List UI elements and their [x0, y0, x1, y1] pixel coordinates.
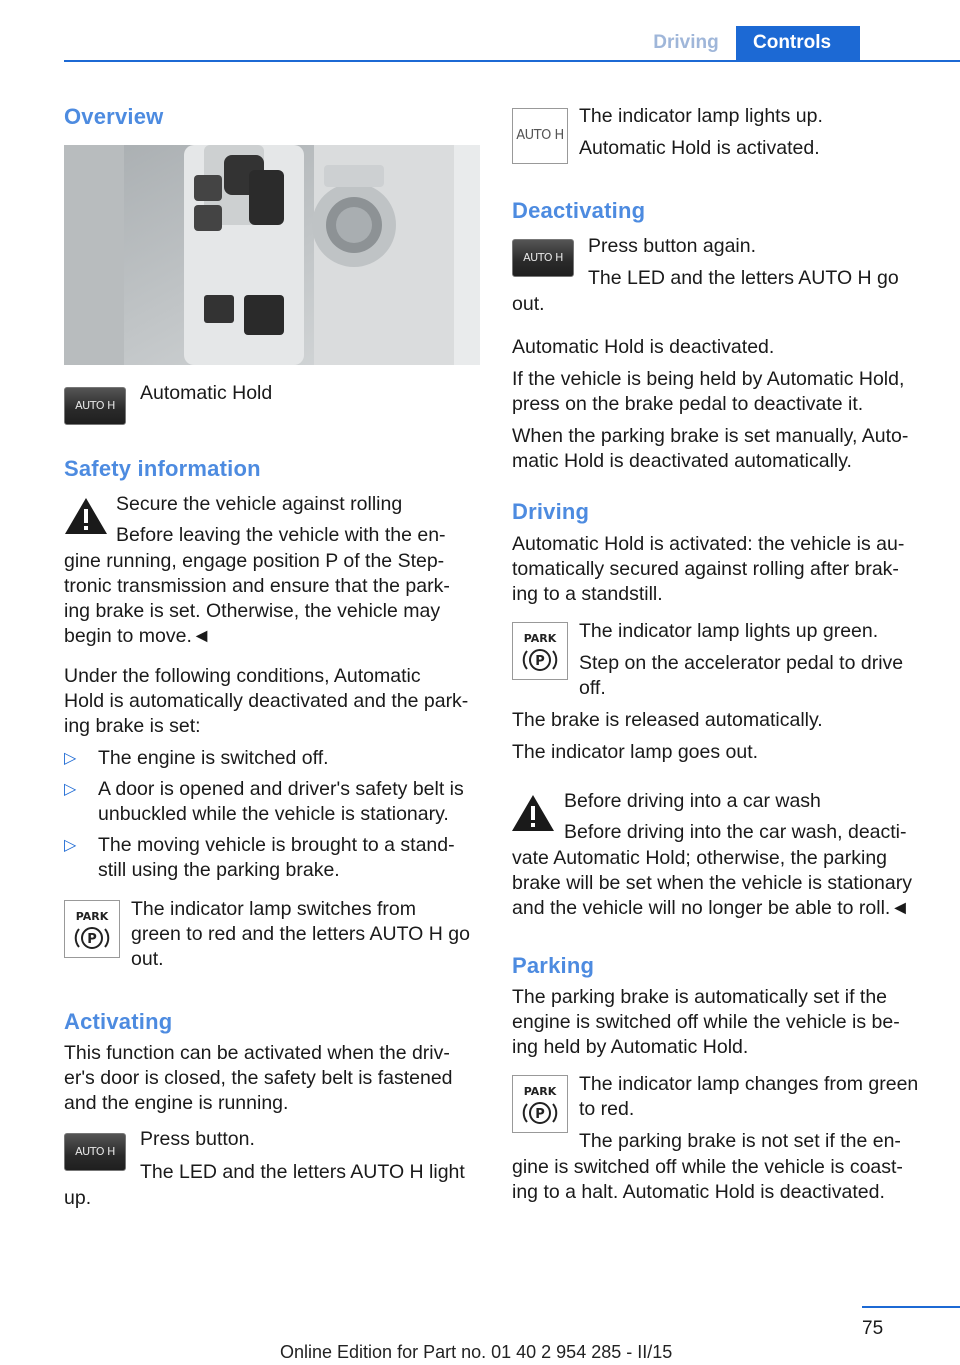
lamp-lights-up-text: The indicator lamp lights up. [579, 105, 823, 127]
parking-brake-symbol [513, 1099, 567, 1129]
parking-manual-paragraph [512, 424, 952, 474]
carwash-warning-body [512, 846, 952, 921]
carwash-warning-line1: Before driving into the car wash, deacti- [564, 821, 907, 843]
text-line: ing held by Automatic Hold. [512, 1036, 749, 1058]
triangle-bullet-icon: ▷ [64, 781, 77, 798]
auto-hold-button-icon: AUTO H [512, 239, 574, 277]
heading-overview: Overview [64, 104, 164, 129]
conditions-paragraph [64, 664, 484, 739]
activating-paragraph [64, 1041, 484, 1116]
carwash-warning-title: Before driving into a car wash [564, 790, 821, 812]
svg-text:P: P [87, 932, 97, 947]
text-line: Automatic Hold is activated: the vehicle is au- [512, 533, 905, 555]
park-icon-label: PARK [523, 1085, 557, 1098]
text-line: The indicator lamp changes from green [579, 1073, 919, 1095]
text-line: If the vehicle is being held by Automatic Hold, [512, 368, 905, 390]
activated-text: Automatic Hold is activated. [579, 137, 820, 159]
park-lamp-icon [64, 900, 120, 958]
text-line: tronic transmission and ensure that the park- [64, 575, 450, 597]
not-set-line1: The parking brake is not set if the en- [579, 1130, 901, 1152]
list-item [64, 777, 484, 827]
park-icon-label: PARK [75, 910, 109, 923]
heading-activating: Activating [64, 1009, 173, 1034]
heading-driving: Driving [512, 499, 590, 524]
safety-warning-line1: Before leaving the vehicle with the en- [116, 524, 446, 546]
triangle-bullet-icon: ▷ [64, 837, 77, 854]
auto-hold-caption: Automatic Hold [140, 382, 273, 404]
text-line: green to red and the letters AUTO H go [131, 923, 470, 945]
conditions-list [64, 746, 484, 889]
auto-hold-lamp-icon: AUTO H [512, 108, 568, 164]
text-line: Hold is automatically deactivated and the park- [64, 690, 469, 712]
auto-hold-button-icon: AUTO H [64, 1133, 126, 1171]
lamp-green-text: The indicator lamp lights up green. [579, 620, 879, 642]
list-item [64, 833, 484, 883]
safety-warning-title: Secure the vehicle against rolling [116, 493, 403, 515]
text-line: matic Hold is deactivated automatically. [512, 450, 852, 472]
warning-icon [64, 496, 108, 536]
text-line: This function can be activated when the driv- [64, 1042, 450, 1064]
text-line: off. [579, 677, 606, 699]
header-rule [64, 60, 960, 62]
text-line: unbuckled while the vehicle is stationary. [98, 803, 449, 825]
text-line: brake will be set when the vehicle is stationary [512, 872, 912, 894]
text-line: The moving vehicle is brought to a stand- [98, 834, 455, 856]
press-button-text: Press button. [140, 1128, 255, 1150]
text-line: ing to a standstill. [512, 583, 663, 605]
text-line: ing brake is set. Otherwise, the vehicle may [64, 600, 441, 622]
tab-controls[interactable]: Controls [736, 26, 860, 62]
led-out-end: out. [512, 293, 545, 315]
text-line: er's door is closed, the safety belt is fastened [64, 1067, 453, 1089]
text-line: engine is switched off while the vehicle is be- [512, 1011, 900, 1033]
led-light-up-end: up. [64, 1187, 92, 1209]
parking-brake-symbol [513, 646, 567, 676]
held-paragraph [512, 367, 952, 417]
console-photo [64, 145, 480, 365]
text-line: ing to a halt. Automatic Hold is deactivated. [512, 1181, 885, 1203]
led-light-up-text: The LED and the letters AUTO H light [140, 1161, 465, 1183]
list-item [64, 746, 484, 771]
text-line: gine running, engage position P of the Step- [64, 550, 445, 572]
text-line: gine is switched off while the vehicle is coast- [512, 1156, 903, 1178]
text-line: A door is opened and driver's safety belt is [98, 778, 464, 800]
park-lamp-icon [512, 1075, 568, 1133]
heading-deactivating: Deactivating [512, 198, 646, 223]
park-icon-label: PARK [523, 632, 557, 645]
triangle-bullet-icon: ▷ [64, 750, 77, 767]
heading-safety: Safety information [64, 456, 261, 481]
text-line: press on the brake pedal to deactivate it. [512, 393, 864, 415]
warning-icon [511, 793, 555, 833]
text-line: to red. [579, 1098, 635, 1120]
edition-text: Online Edition for Part no. 01 40 2 954 285 - II/15 [280, 1342, 673, 1362]
footer-rule [862, 1306, 960, 1308]
safety-warning-body [64, 549, 484, 649]
heading-parking: Parking [512, 953, 595, 978]
text-line: The indicator lamp switches from [131, 898, 417, 920]
text-line: and the engine is running. [64, 1092, 289, 1114]
text-line: Under the following conditions, Automatic [64, 665, 421, 687]
driving-paragraph [512, 532, 952, 607]
text-line: When the parking brake is set manually, Auto- [512, 425, 909, 447]
svg-text:P: P [535, 1107, 545, 1122]
text-line: The parking brake is automatically set if the [512, 986, 888, 1008]
text-line: ing brake is set: [64, 715, 201, 737]
brake-released-text: The brake is released automatically. [512, 709, 823, 731]
text-line: Step on the accelerator pedal to drive [579, 652, 904, 674]
text-line: and the vehicle will no longer be able to roll.◄ [512, 897, 910, 919]
lamp-goes-out-text: The indicator lamp goes out. [512, 741, 759, 763]
deactivated-text: Automatic Hold is deactivated. [512, 336, 775, 358]
tab-driving[interactable]: Driving [653, 32, 719, 53]
text-line: The engine is switched off. [98, 747, 329, 769]
auto-hold-icon: AUTO H [64, 387, 126, 425]
text-line: vate Automatic Hold; otherwise, the parking [512, 847, 888, 869]
parking-brake-symbol [65, 924, 119, 954]
not-set-body [512, 1155, 952, 1205]
park-lamp-icon [512, 622, 568, 680]
text-line: tomatically secured against rolling after brak- [512, 558, 899, 580]
lamp-switch-text [131, 897, 483, 972]
parking-paragraph [512, 985, 952, 1060]
step-on-text [579, 651, 949, 701]
lamp-changes-text [579, 1072, 954, 1122]
page-number: 75 [862, 1318, 884, 1339]
text-line: still using the parking brake. [98, 859, 340, 881]
text-line: out. [131, 948, 164, 970]
press-again-text: Press button again. [588, 235, 757, 257]
svg-text:P: P [535, 654, 545, 669]
text-line: begin to move.◄ [64, 625, 212, 647]
led-out-text: The LED and the letters AUTO H go [588, 267, 899, 289]
